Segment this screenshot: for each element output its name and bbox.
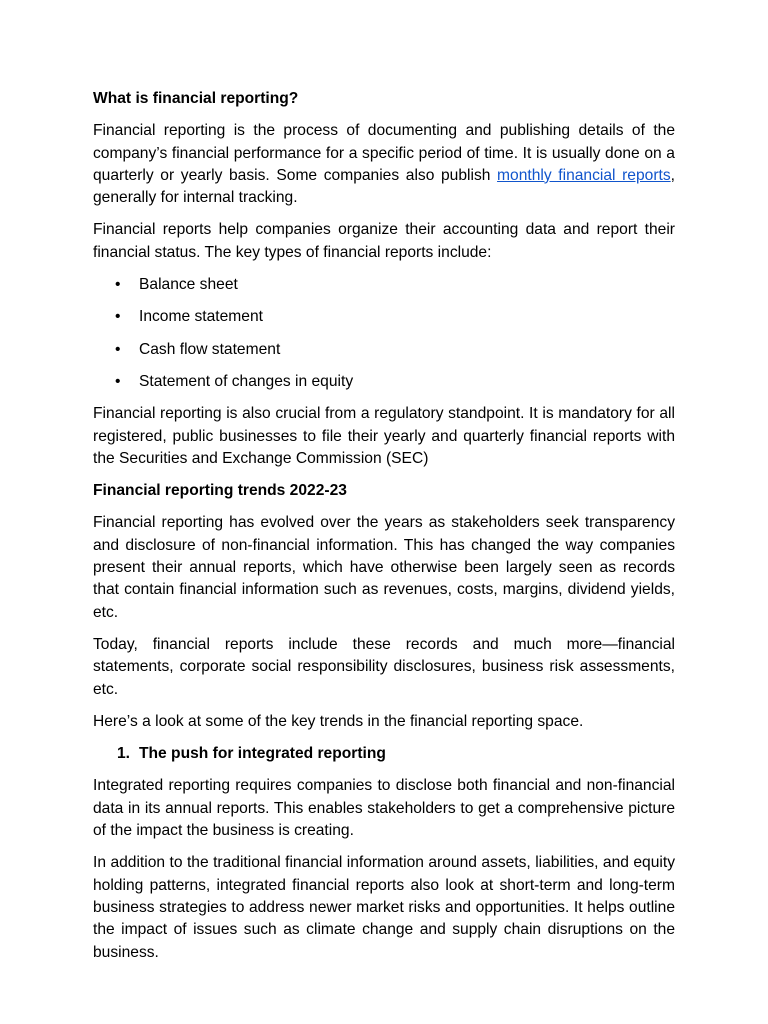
section-heading-trends: Financial reporting trends 2022-23: [93, 482, 347, 500]
list-item: [93, 274, 675, 296]
paragraph-today: Today, financial reports include these records and much more—financial statements, corporate social responsibility disclosures, business risk assessments, etc.: [93, 635, 675, 698]
paragraph-regulatory: Financial reporting is also crucial from a regulatory standpoint. It is mandatory for all registered, public businesses to file their yearly and quarterly financial reports with the Securities and Exchange Commission (SEC): [93, 405, 675, 467]
numbered-heading-integrated-reporting: [93, 743, 675, 765]
section-heading-what-is-financial-reporting: What is financial reporting?: [93, 90, 299, 107]
paragraph-definition-text: Financial reporting is the process of documenting and publishing details of the company’s financial performance for a specific period of time. It is usually done on a quarterly or yearly basis. Some companies also publish: [93, 122, 675, 184]
list-number: 1.: [117, 745, 131, 763]
paragraph-trends-intro: Here’s a look at some of the key trends in the financial reporting space.: [93, 712, 584, 730]
paragraph-integrated-reporting: Integrated reporting requires companies to disclose both financial and non-financial data in its annual reports. This enables stakeholders to get a comprehensive picture of the impact the business is creating.: [93, 777, 675, 840]
bullet-icon: •: [115, 340, 121, 358]
paragraph-report-types-intro: Financial reports help companies organize their accounting data and report their financial status. The key types of financial reports include:: [93, 221, 675, 261]
bullet-icon: •: [115, 308, 121, 326]
list-item: [93, 371, 675, 393]
list-item-label: Income statement: [139, 308, 263, 326]
list-item-label: Statement of changes in equity: [139, 372, 354, 390]
bullet-icon: •: [115, 276, 121, 294]
paragraph-evolution: Financial reporting has evolved over the years as stakeholders seek transparency and disclosure of non-financial information. This has changed the way companies present their annual reports, which have otherwise been largely seen as records that contain financial information such as revenues, costs, margins, dividend yields, etc.: [93, 514, 675, 621]
list-item-label: Cash flow statement: [139, 340, 281, 358]
list-item: [93, 306, 675, 328]
bullet-icon: •: [115, 372, 121, 390]
paragraph-integrated-reports-details: In addition to the traditional financial information around assets, liabilities, and equity holding patterns, integrated financial reports also look at short-term and long-term business strategies to address newer market risks and opportunities. It helps outline the impact of issues such as climate change and supply chain disruptions on the business.: [93, 854, 675, 961]
numbered-heading-label: The push for integrated reporting: [139, 745, 386, 763]
list-item-label: Balance sheet: [139, 276, 238, 294]
document-page: [93, 88, 675, 974]
paragraph-definition-text-end: , generally for internal tracking.: [93, 166, 675, 207]
paragraph-definition: [93, 120, 675, 209]
monthly-financial-reports-link[interactable]: monthly financial reports: [497, 166, 671, 184]
list-item: [93, 339, 675, 361]
report-types-list: [93, 274, 675, 393]
